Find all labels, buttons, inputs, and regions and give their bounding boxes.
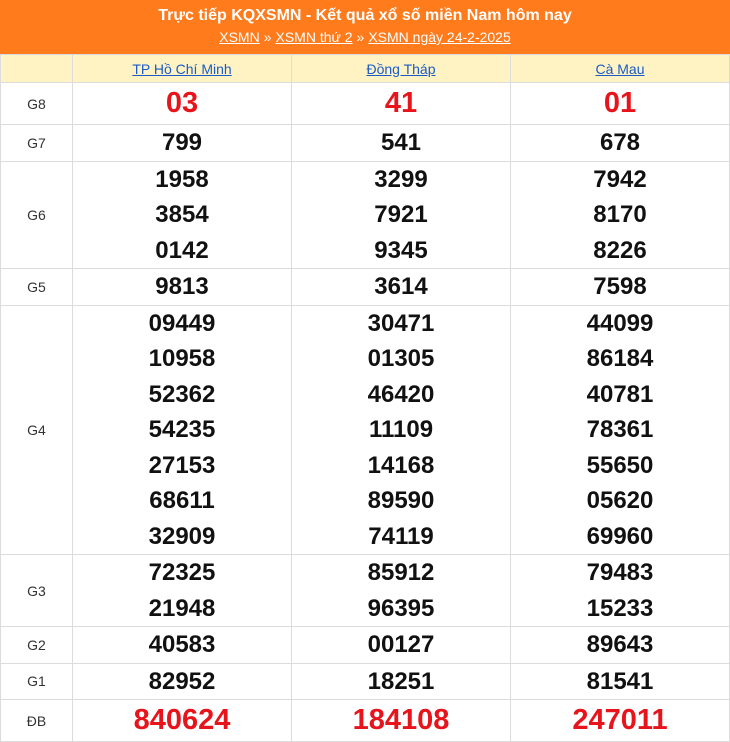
prize-number: 40781 (586, 380, 654, 408)
header-label-cell (1, 55, 73, 83)
prize-number: 05620 (586, 487, 654, 514)
prize-number: 3854 (155, 201, 209, 228)
prize-label: ĐB (1, 700, 73, 742)
prize-number: 89590 (367, 487, 435, 514)
prize-number: 15233 (586, 594, 654, 622)
prize-row-g5 (1, 269, 730, 306)
prize-number: 32909 (148, 522, 216, 550)
result-cell (292, 305, 511, 555)
prize-number: 8226 (593, 236, 647, 264)
prize-number: 52362 (148, 380, 216, 408)
result-cell (511, 627, 730, 664)
province-link-ca-mau[interactable]: Cà Mau (595, 60, 645, 77)
prize-label: G3 (1, 555, 73, 627)
result-cell (73, 663, 292, 700)
prize-number: 18251 (367, 667, 435, 695)
result-cell (292, 627, 511, 664)
prize-number: 01305 (367, 345, 435, 372)
prize-number: 3299 (374, 165, 428, 193)
breadcrumb-xsmn-date[interactable]: XSMN ngày 24-2-2025 (368, 29, 511, 45)
prize-number: 9345 (374, 236, 428, 264)
prize-number: 7921 (374, 201, 428, 228)
prize-number: 40583 (148, 631, 216, 658)
prize-number: 96395 (367, 594, 435, 622)
prize-row-đb (1, 700, 730, 742)
prize-number: 3614 (374, 273, 428, 300)
prize-label: G6 (1, 161, 73, 269)
result-cell (73, 125, 292, 162)
result-cell (511, 700, 730, 742)
results-table (0, 54, 730, 742)
prize-number: 0142 (155, 236, 209, 264)
prize-label: G2 (1, 627, 73, 664)
prize-number: 21948 (148, 594, 216, 622)
prize-label: G8 (1, 83, 73, 125)
result-cell (292, 83, 511, 125)
result-cell (73, 555, 292, 627)
prize-number: 68611 (149, 487, 215, 514)
result-cell (292, 555, 511, 627)
prize-row-g4 (1, 305, 730, 555)
prize-number: 678 (599, 129, 641, 156)
province-link-tp-ho-chi-minh[interactable]: TP Hồ Chí Minh (132, 60, 232, 77)
breadcrumb-xsmn-thu-2[interactable]: XSMN thứ 2 (275, 29, 353, 45)
prize-number: 00127 (367, 631, 435, 658)
province-header (511, 55, 730, 83)
prize-row-g1 (1, 663, 730, 700)
result-cell (73, 627, 292, 664)
prize-number: 01 (603, 87, 637, 119)
page-title: Trực tiếp KQXSMN - Kết quả xổ số miền Nam hôm nay (158, 7, 572, 24)
prize-number: 9813 (155, 273, 209, 300)
result-cell (292, 125, 511, 162)
prize-number: 81541 (586, 667, 654, 695)
breadcrumb-separator: » (263, 29, 272, 45)
prize-number: 10958 (148, 345, 216, 372)
prize-number: 55650 (586, 451, 654, 479)
prize-number: 46420 (367, 380, 435, 408)
prize-number: 82952 (148, 667, 216, 695)
page-header (0, 0, 730, 54)
result-cell (511, 663, 730, 700)
result-cell (511, 161, 730, 269)
province-link-dong-thap[interactable]: Đồng Tháp (366, 60, 436, 77)
result-cell (73, 269, 292, 306)
result-cell (511, 305, 730, 555)
prize-number: 89643 (586, 631, 654, 658)
prize-number: 69960 (586, 522, 654, 550)
prize-number: 86184 (586, 345, 654, 372)
prize-number: 14168 (367, 451, 435, 479)
result-cell (511, 83, 730, 125)
province-header (73, 55, 292, 83)
prize-number: 7942 (593, 165, 647, 193)
prize-number: 1958 (155, 165, 209, 193)
prize-number: 79483 (586, 559, 654, 586)
prize-number: 74119 (368, 522, 434, 550)
prize-number: 41 (384, 87, 418, 119)
prize-row-g8 (1, 83, 730, 125)
prize-number: 541 (380, 129, 422, 156)
result-cell (73, 83, 292, 125)
prize-number: 85912 (367, 559, 435, 586)
table-header-row (1, 55, 730, 83)
prize-row-g7 (1, 125, 730, 162)
prize-number: 27153 (148, 451, 216, 479)
prize-label: G1 (1, 663, 73, 700)
prize-number: 09449 (148, 309, 216, 337)
prize-number: 11109 (368, 416, 434, 443)
special-prize-number: 184108 (352, 704, 450, 736)
result-cell (511, 555, 730, 627)
prize-number: 54235 (148, 416, 216, 443)
result-cell (292, 161, 511, 269)
result-cell (73, 161, 292, 269)
prize-row-g3 (1, 555, 730, 627)
result-cell (292, 663, 511, 700)
result-cell (511, 125, 730, 162)
result-cell (73, 700, 292, 742)
prize-number: 78361 (586, 416, 654, 443)
result-cell (292, 269, 511, 306)
prize-number: 8170 (593, 201, 647, 228)
prize-label: G5 (1, 269, 73, 306)
result-cell (511, 269, 730, 306)
prize-number: 7598 (593, 273, 647, 300)
special-prize-number: 247011 (572, 704, 668, 736)
breadcrumb (0, 27, 730, 47)
special-prize-number: 840624 (133, 704, 231, 736)
prize-label: G7 (1, 125, 73, 162)
result-cell (292, 700, 511, 742)
prize-number: 72325 (148, 559, 216, 586)
breadcrumb-separator: » (356, 29, 365, 45)
prize-row-g2 (1, 627, 730, 664)
result-cell (73, 305, 292, 555)
prize-number: 44099 (586, 309, 654, 337)
prize-label: G4 (1, 305, 73, 555)
prize-number: 03 (165, 87, 199, 119)
prize-row-g6 (1, 161, 730, 269)
breadcrumb-xsmn[interactable]: XSMN (219, 29, 260, 45)
prize-number: 30471 (367, 309, 435, 337)
province-header (292, 55, 511, 83)
prize-number: 799 (161, 129, 203, 156)
